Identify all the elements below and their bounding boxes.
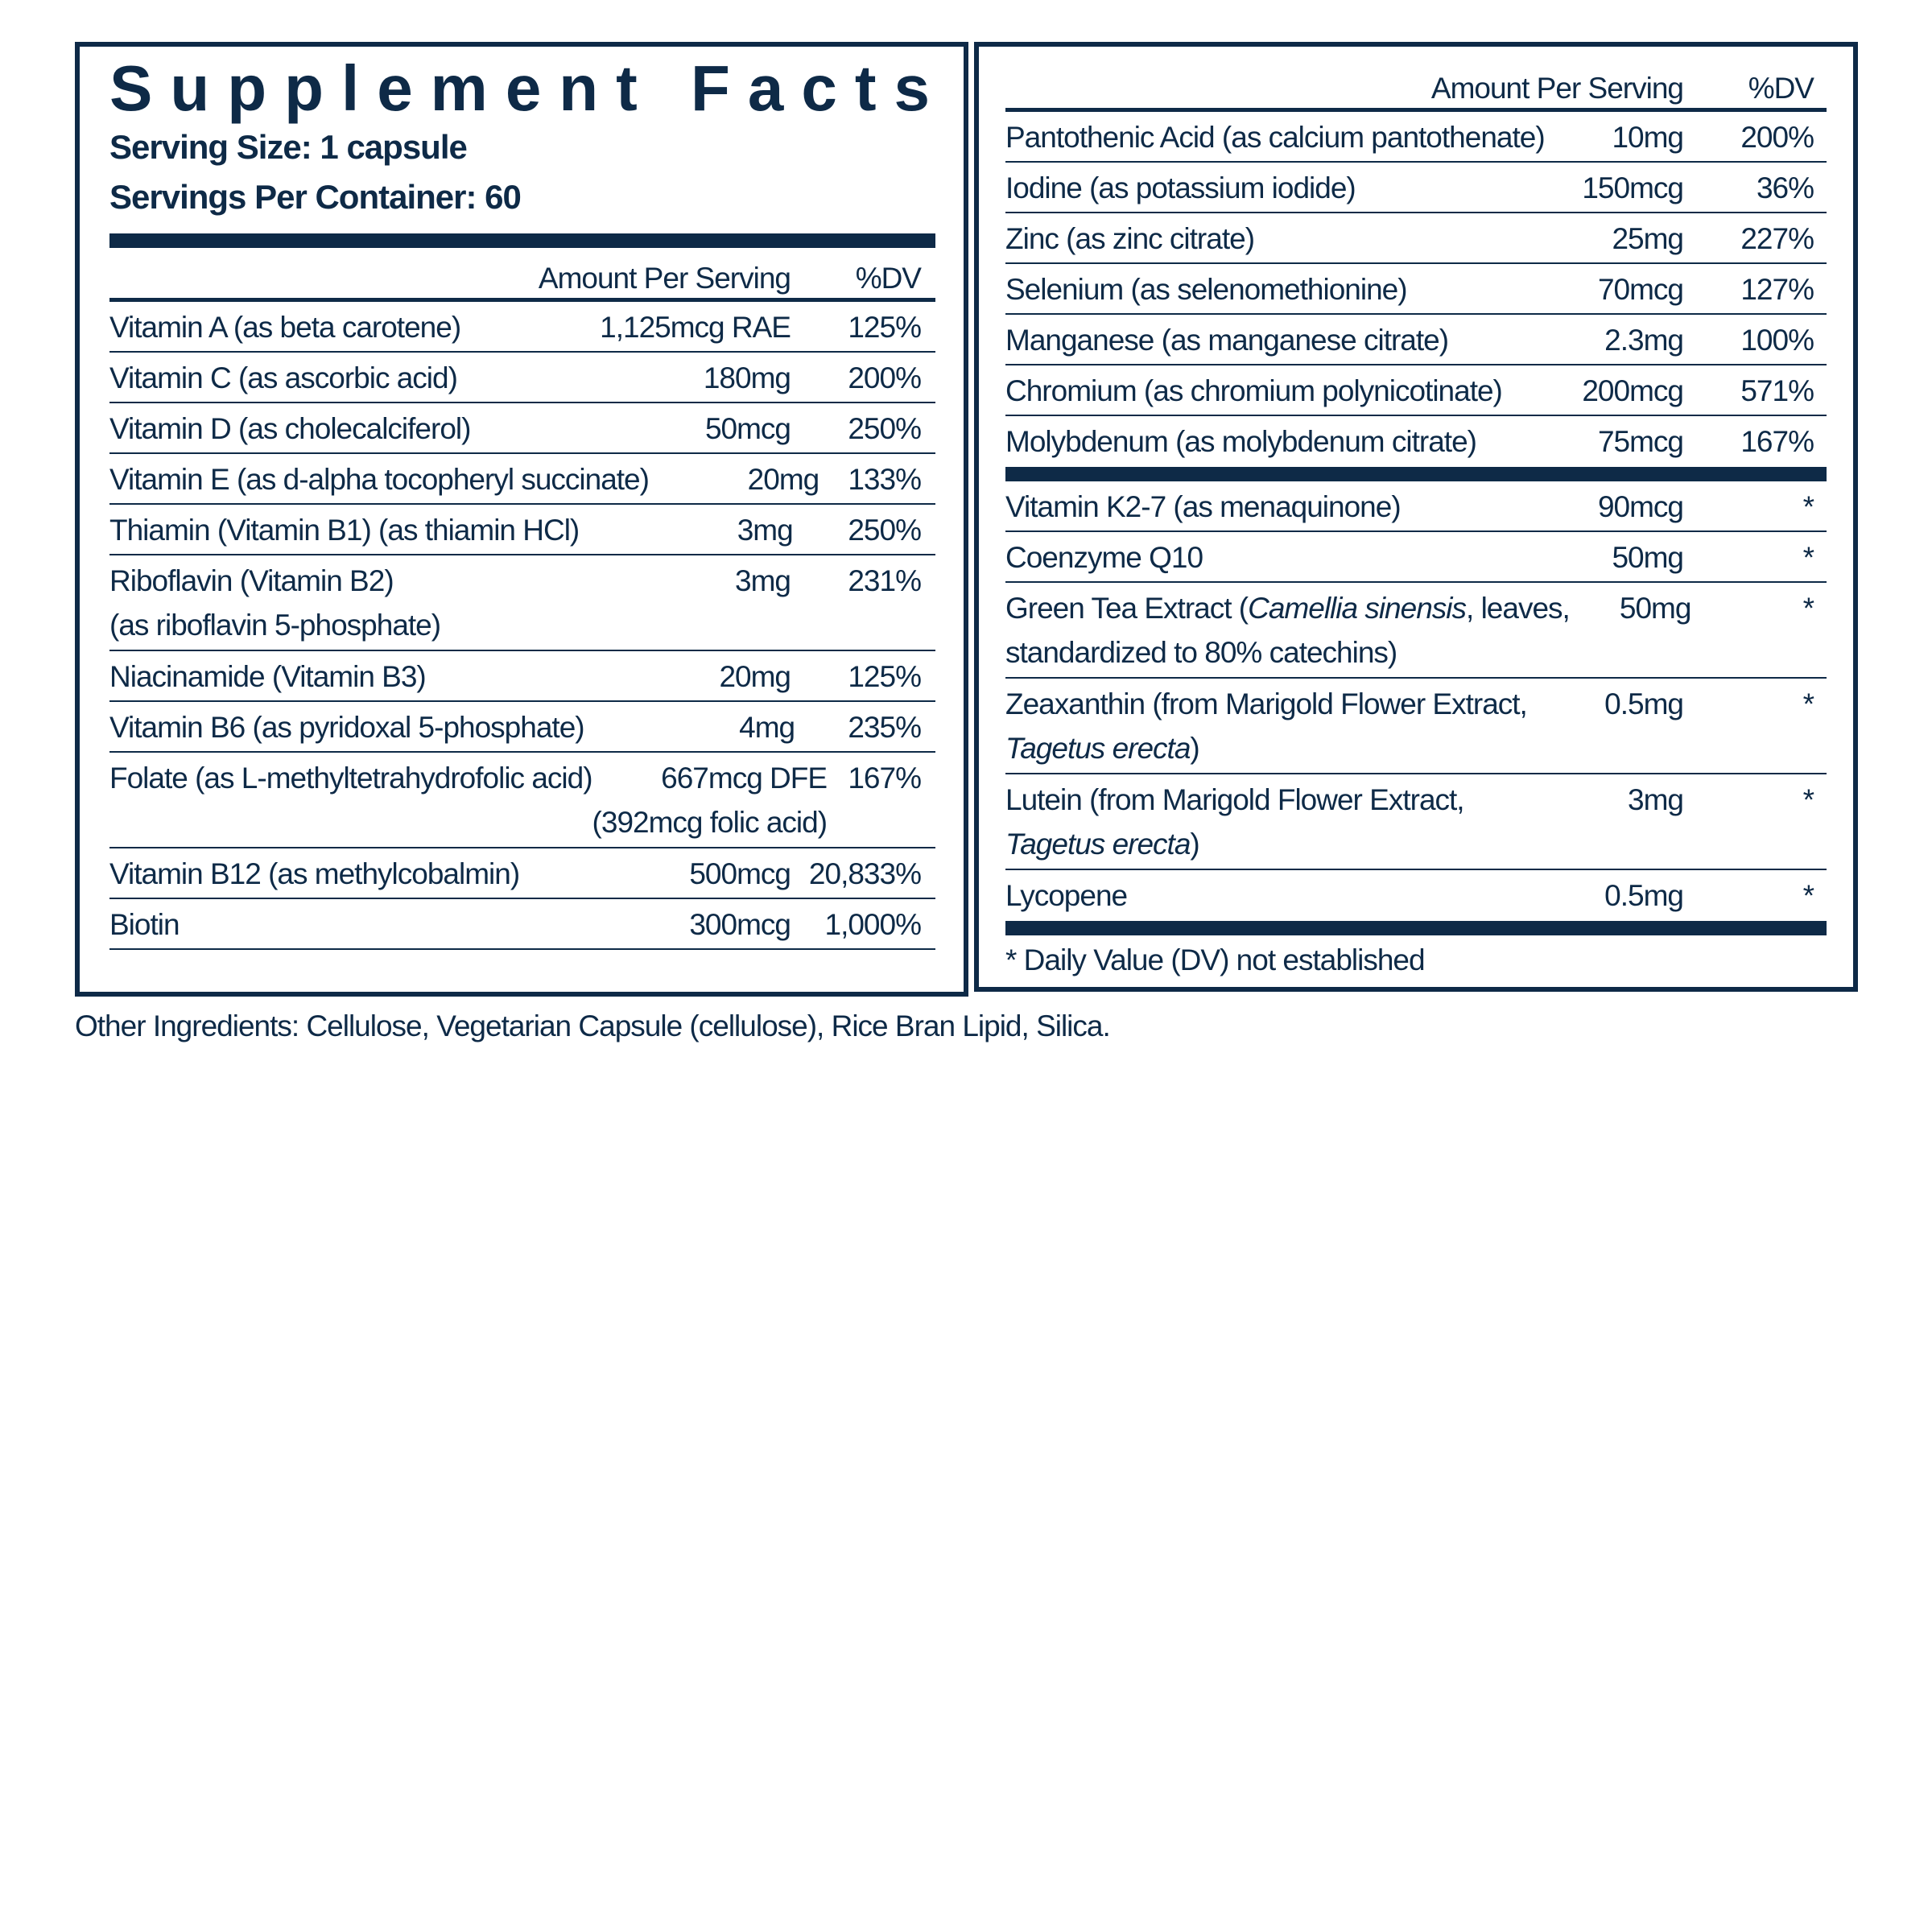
nutrient-name: Thiamin (Vitamin B1) (as thiamin HCl): [109, 514, 580, 547]
nutrient-dv: 1,000%: [824, 908, 921, 941]
nutrient-name: Vitamin K2-7 (as menaquinone): [1005, 490, 1401, 523]
nutrient-name: Zeaxanthin (from Marigold Flower Extract, Tagetus erecta): [1005, 687, 1527, 765]
nutrient-amount: 0.5mg: [1604, 879, 1683, 912]
footnote: * Daily Value (DV) not established: [1005, 943, 1425, 976]
serving-size: Serving Size: 1 capsule: [109, 128, 467, 166]
nutrient-name: Niacinamide (Vitamin B3): [109, 660, 426, 693]
table-row: [1005, 112, 1827, 163]
nutrient-name: Pantothenic Acid (as calcium pantothenate): [1005, 121, 1545, 154]
nutrient-dv: *: [1802, 879, 1814, 912]
nutrient-name: Vitamin A (as beta carotene): [109, 311, 461, 344]
nutrient-dv: 231%: [848, 564, 921, 597]
nutrient-amount: 4mg: [739, 711, 795, 744]
nutrient-dv: 125%: [848, 660, 921, 693]
table-row: [1005, 264, 1827, 315]
nutrient-name: Biotin: [109, 908, 180, 941]
nutrient-name: Vitamin D (as cholecalciferol): [109, 412, 471, 445]
thick-divider: [109, 233, 935, 248]
table-row: [1005, 365, 1827, 416]
nutrient-amount: 0.5mg: [1604, 687, 1683, 720]
nutrient-dv: 250%: [848, 412, 921, 445]
table-row: [1005, 481, 1827, 532]
nutrient-amount: 90mcg: [1597, 490, 1683, 523]
table-row: [109, 454, 935, 505]
nutrient-amount: 3mg: [737, 514, 793, 547]
nutrient-amount: 70mcg: [1597, 273, 1683, 306]
table-row: [109, 403, 935, 454]
supplement-facts-right-panel: [974, 42, 1858, 992]
other-ingredients: Other Ingredients: Cellulose, Vegetarian Capsule (cellulose), Rice Bran Lipid, Silica.: [75, 1009, 1110, 1042]
nutrient-amount: 500mcg: [689, 857, 791, 890]
nutrient-dv: 571%: [1740, 374, 1814, 407]
table-header: [109, 248, 935, 298]
table-row: [109, 302, 935, 353]
table-row: [109, 651, 935, 702]
table-row: [109, 899, 935, 950]
nutrient-name: Manganese (as manganese citrate): [1005, 324, 1449, 357]
nutrient-dv: 167%: [848, 762, 921, 795]
table-row: [1005, 583, 1827, 679]
nutrient-name: Zinc (as zinc citrate): [1005, 222, 1255, 255]
nutrient-dv: 20,833%: [808, 857, 921, 890]
table-row: [109, 702, 935, 753]
nutrient-name: Molybdenum (as molybdenum citrate): [1005, 425, 1476, 458]
nutrient-dv: 167%: [1740, 425, 1814, 458]
nutrient-dv: *: [1802, 541, 1814, 574]
table-row: [1005, 416, 1827, 467]
nutrient-amount: 2.3mg: [1604, 324, 1683, 357]
nutrient-amount: 667mcg DFE (392mcg folic acid): [592, 762, 828, 839]
nutrient-amount: 25mg: [1612, 222, 1683, 255]
nutrient-amount: 3mg: [735, 564, 791, 597]
amount-header: Amount Per Serving: [1430, 72, 1683, 105]
table-row: [109, 353, 935, 403]
supplement-facts-left-panel: [75, 42, 968, 997]
nutrient-name: Iodine (as potassium iodide): [1005, 171, 1356, 204]
table-row: [109, 848, 935, 899]
nutrient-amount: 300mcg: [689, 908, 791, 941]
nutrient-dv: 125%: [848, 311, 921, 344]
dv-header: %DV: [1748, 72, 1814, 105]
nutrient-name: Folate (as L-methyltetrahydrofolic acid): [109, 762, 592, 795]
table-row: [1005, 679, 1827, 774]
nutrient-name: Vitamin E (as d-alpha tocopheryl succinate): [109, 463, 649, 496]
nutrient-dv: *: [1802, 783, 1814, 816]
nutrient-amount: 150mcg: [1582, 171, 1683, 204]
nutrient-name: Coenzyme Q10: [1005, 541, 1203, 574]
nutrient-name: Lutein (from Marigold Flower Extract, Tagetus erecta): [1005, 783, 1464, 861]
thick-divider: [1005, 921, 1827, 935]
nutrient-amount: 50mg: [1612, 541, 1683, 574]
nutrient-dv: 127%: [1740, 273, 1814, 306]
table-row: [1005, 315, 1827, 365]
nutrient-amount: 200mcg: [1582, 374, 1683, 407]
nutrient-amount: 180mg: [703, 361, 791, 394]
table-row: [1005, 213, 1827, 264]
nutrient-amount: 50mcg: [704, 412, 791, 445]
table-header: [1005, 58, 1827, 108]
servings-per-container: Servings Per Container: 60: [109, 178, 521, 216]
nutrient-dv: 250%: [848, 514, 921, 547]
thick-divider: [1005, 467, 1827, 481]
nutrient-name: Lycopene: [1005, 879, 1128, 912]
nutrient-amount: 75mcg: [1597, 425, 1683, 458]
nutrient-dv: 235%: [848, 711, 921, 744]
nutrient-dv: 227%: [1740, 222, 1814, 255]
nutrient-dv: 200%: [848, 361, 921, 394]
table-row: [109, 753, 935, 848]
nutrient-amount: 20mg: [747, 463, 819, 496]
nutrient-amount: 50mg: [1619, 592, 1691, 625]
nutrient-name: Chromium (as chromium polynicotinate): [1005, 374, 1502, 407]
nutrient-amount: 3mg: [1628, 783, 1683, 816]
nutrient-dv: *: [1802, 592, 1814, 625]
nutrient-dv: *: [1802, 490, 1814, 523]
nutrient-dv: 100%: [1740, 324, 1814, 357]
table-row: [1005, 532, 1827, 583]
amount-header: Amount Per Serving: [538, 262, 791, 295]
nutrient-name: Riboflavin (Vitamin B2) (as riboflavin 5-phosphate): [109, 564, 441, 642]
table-row: [1005, 870, 1827, 921]
nutrient-dv: 200%: [1740, 121, 1814, 154]
table-row: [109, 555, 935, 651]
table-row: [1005, 774, 1827, 870]
nutrient-amount: 20mg: [719, 660, 791, 693]
nutrient-dv: *: [1802, 687, 1814, 720]
nutrient-dv: 133%: [848, 463, 921, 496]
table-row: [1005, 163, 1827, 213]
nutrient-dv: 36%: [1756, 171, 1814, 204]
nutrient-amount: 10mg: [1612, 121, 1683, 154]
nutrient-name: Vitamin B6 (as pyridoxal 5-phosphate): [109, 711, 584, 744]
nutrient-amount: 1,125mcg RAE: [600, 311, 791, 344]
table-row: [109, 505, 935, 555]
nutrient-name: Vitamin B12 (as methylcobalmin): [109, 857, 520, 890]
nutrient-name: Green Tea Extract (Camellia sinensis, leaves, standardized to 80% catechins): [1005, 592, 1570, 669]
page-title: Supplement Facts: [109, 52, 948, 124]
nutrient-name: Vitamin C (as ascorbic acid): [109, 361, 457, 394]
nutrient-name: Selenium (as selenomethionine): [1005, 273, 1407, 306]
dv-header: %DV: [855, 262, 921, 295]
